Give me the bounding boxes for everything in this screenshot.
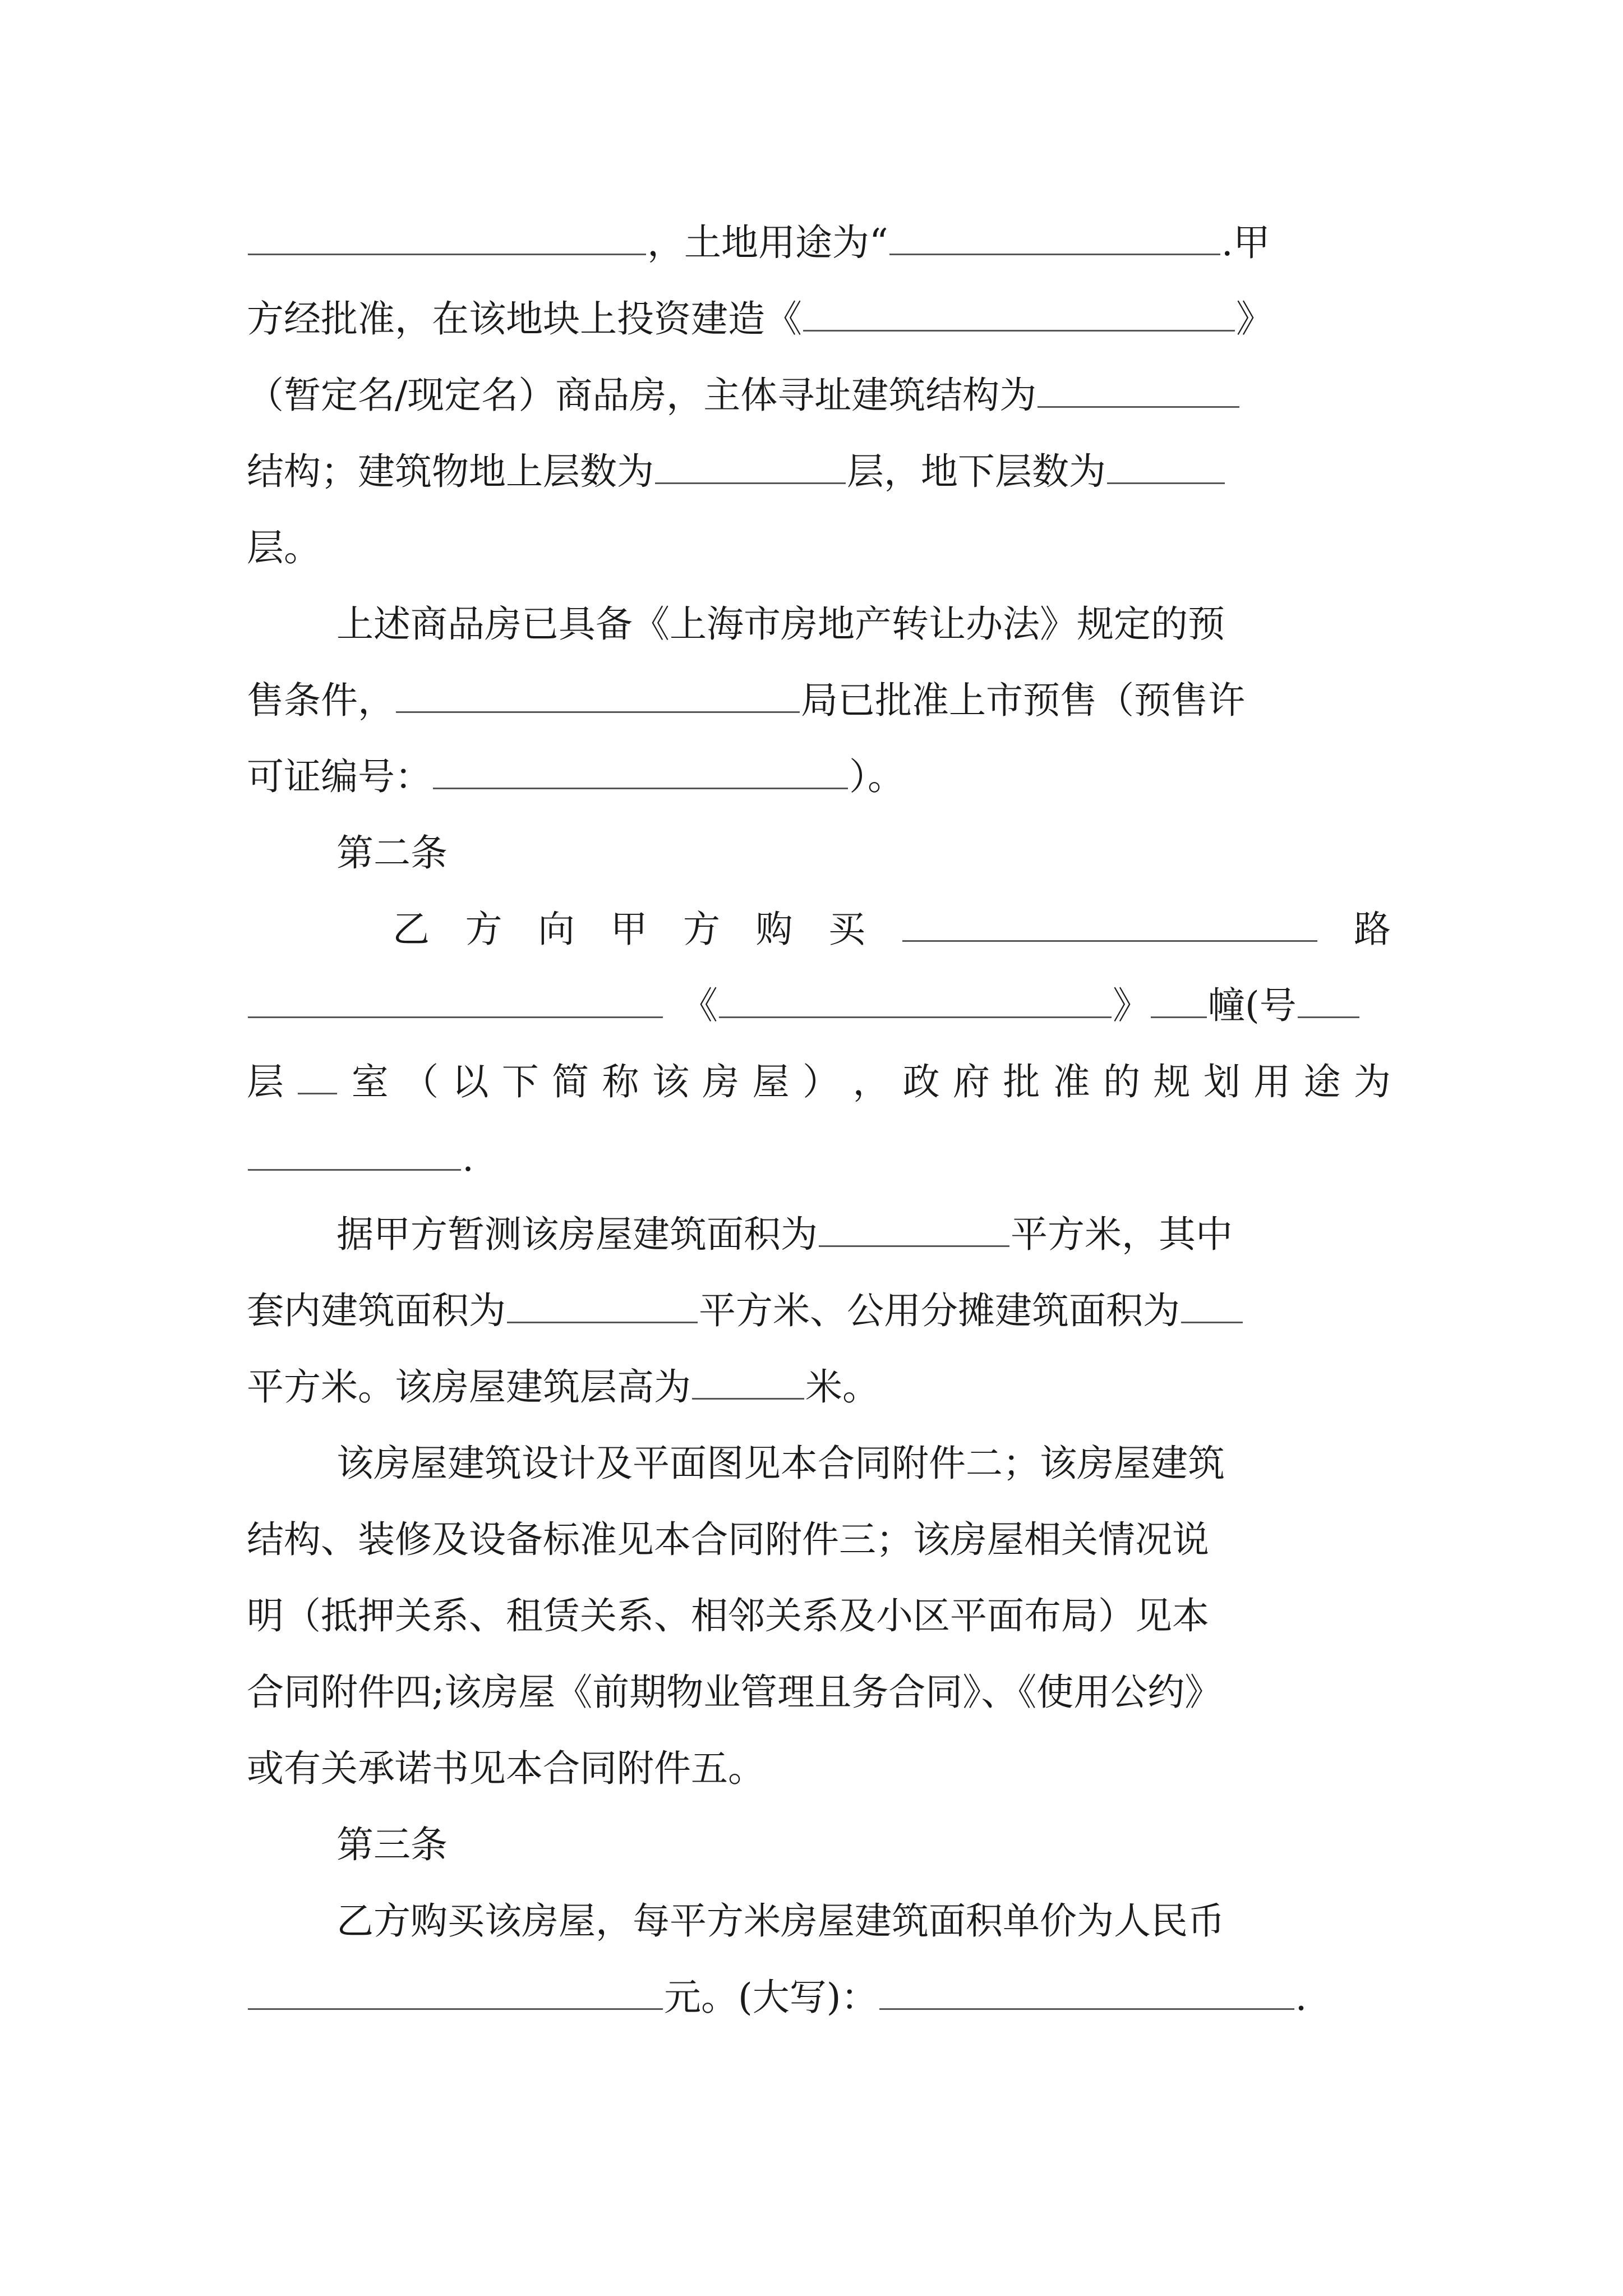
text-inner-area: 套内建筑面积为: [247, 1289, 506, 1332]
text-floors-above: 结构；建筑物地上层数为: [247, 450, 654, 493]
text-sqm-among: 平方米，其中: [1011, 1213, 1233, 1256]
char: 买: [828, 908, 865, 951]
char: 以: [451, 1060, 489, 1103]
text-attachment-5: 或有关承诺书见本合同附件五。: [247, 1747, 765, 1790]
text-approved-build: 方经批准，在该地块上投资建造《: [247, 297, 802, 341]
line-land-use: [247, 218, 1391, 268]
line-inner-area: [247, 1286, 1391, 1336]
text-floor-height: 平方米。该房屋建筑层高为: [247, 1365, 691, 1409]
text-attachment-2: 该房屋建筑设计及平面图见本合同附件二；该房屋建筑: [336, 1442, 1225, 1485]
text-bracket-close: 》: [1236, 297, 1273, 341]
blank-field[interactable]: [1107, 447, 1225, 484]
blank-field[interactable]: [248, 1133, 461, 1171]
blank-field[interactable]: [692, 1362, 804, 1400]
blank-field[interactable]: [298, 1057, 337, 1094]
char: 方: [683, 908, 720, 951]
line-usage-blank: [247, 1133, 1391, 1184]
char: 批: [1003, 1060, 1040, 1103]
char: 屋: [752, 1060, 790, 1103]
line-structure: [247, 370, 1391, 421]
text-period: .: [1295, 1976, 1307, 2019]
char: 购: [755, 908, 793, 951]
line-price-amount: [247, 1972, 1391, 2023]
article-two-heading: [336, 828, 1481, 878]
blank-field[interactable]: [719, 981, 1112, 1018]
blank-field[interactable]: [433, 752, 848, 789]
char: 准: [1053, 1060, 1090, 1103]
text-bracket-close: 》: [1113, 984, 1150, 1027]
char: 规: [1153, 1060, 1191, 1103]
char: 该: [652, 1060, 689, 1103]
char: ）: [802, 1060, 840, 1103]
blank-field[interactable]: [396, 675, 800, 713]
text-permit-close: ）。: [849, 755, 905, 798]
text-attachment-4: 合同附件四;该房屋《前期物业管理且务合同》、《使用公约》: [247, 1671, 1222, 1714]
char: 用: [1253, 1060, 1291, 1103]
char: （: [402, 1060, 439, 1103]
text-bracket-open: 《: [681, 984, 718, 1027]
line-relations: [247, 1591, 1391, 1641]
text-attachment-3: 结构、装修及设备标准见本合同附件三；该房屋相关情况说: [247, 1518, 1209, 1561]
line-attachment-3: [247, 1515, 1391, 1565]
char: 府: [953, 1060, 990, 1103]
blank-field[interactable]: [1151, 981, 1207, 1018]
char: 室: [351, 1060, 389, 1103]
line-building: [247, 981, 1391, 1031]
char: 房: [702, 1060, 740, 1103]
char: 层: [247, 1060, 284, 1103]
char: 划: [1203, 1060, 1241, 1103]
text-floors-end: 层。: [247, 526, 321, 569]
line-approved-build: [247, 294, 1391, 344]
line-permit-number: [247, 752, 1391, 802]
char: 途: [1303, 1060, 1341, 1103]
text-structure: （暂定名/现定名）商品房，主体寻址建筑结构为: [247, 374, 1037, 417]
blank-field[interactable]: [507, 1286, 698, 1323]
line-attachment-2: [336, 1438, 1481, 1489]
char: 称: [602, 1060, 639, 1103]
text-permit-number: 可证编号：: [247, 755, 432, 798]
text-yuan-capital: 元。(大写)：: [664, 1976, 878, 2019]
text-presale-conditions: 售条件，: [247, 679, 395, 722]
char: ，: [852, 1060, 890, 1103]
line-attachment-4: [247, 1667, 1391, 1718]
char: 为: [1353, 1060, 1391, 1103]
blank-field[interactable]: [248, 218, 646, 255]
blank-field[interactable]: [248, 981, 663, 1018]
text-building-number: 幢(号: [1208, 984, 1297, 1027]
char: 的: [1103, 1060, 1141, 1103]
line-buyer-purchase: [393, 904, 1391, 955]
char: 甲: [610, 908, 648, 951]
char: 向: [538, 908, 575, 951]
text-presale: 上述商品房已具备《上海市房地产转让办法》规定的预: [336, 602, 1225, 646]
text-area: 据甲方暂测该房屋建筑面积为: [336, 1213, 818, 1256]
char: 乙: [393, 908, 430, 951]
line-area: [336, 1209, 1391, 1260]
blank-field[interactable]: [889, 218, 1220, 255]
blank-field[interactable]: [803, 294, 1235, 332]
blank-field[interactable]: [902, 904, 1317, 942]
char: 下: [501, 1060, 539, 1103]
blank-field[interactable]: [655, 447, 846, 484]
text-meters: 米。: [805, 1365, 879, 1409]
line-unit-price: [336, 1896, 1481, 1947]
article-three-heading: [336, 1820, 1481, 1870]
text-land-use: ，土地用途为“: [647, 221, 888, 264]
blank-field[interactable]: [819, 1209, 1009, 1247]
char: 政: [902, 1060, 940, 1103]
blank-field[interactable]: [248, 1972, 663, 2010]
char: 简: [552, 1060, 589, 1103]
line-floors: [247, 447, 1391, 497]
line-presale-conditions: [247, 675, 1391, 726]
heading-article-two: 第二条: [336, 831, 448, 875]
blank-field[interactable]: [879, 1972, 1294, 2010]
text-relations: 明（抵押关系、租赁关系、相邻关系及小区平面布局）见本: [247, 1594, 1209, 1637]
text-period: .: [462, 1137, 474, 1180]
heading-article-three: 第三条: [336, 1823, 448, 1866]
blank-field[interactable]: [1038, 370, 1239, 408]
text-road: 路: [1354, 908, 1391, 951]
text-bureau-approved: 局已批准上市预售（预售许: [801, 679, 1245, 722]
char: 方: [465, 908, 502, 951]
text-floors-below: 层，地下层数为: [847, 450, 1106, 493]
text-shared-area: 平方米、公用分摊建筑面积为: [699, 1289, 1180, 1332]
line-presale: [336, 599, 1481, 650]
text-jia: .甲: [1221, 221, 1270, 264]
blank-field[interactable]: [1181, 1286, 1243, 1323]
line-floors-end: [247, 523, 1391, 573]
line-room-usage: [247, 1057, 1391, 1107]
line-attachment-5: [247, 1743, 1391, 1794]
line-floor-height: [247, 1362, 1391, 1412]
blank-field[interactable]: [1298, 981, 1359, 1018]
text-unit-price: 乙方购买该房屋，每平方米房屋建筑面积单价为人民币: [336, 1899, 1225, 1943]
